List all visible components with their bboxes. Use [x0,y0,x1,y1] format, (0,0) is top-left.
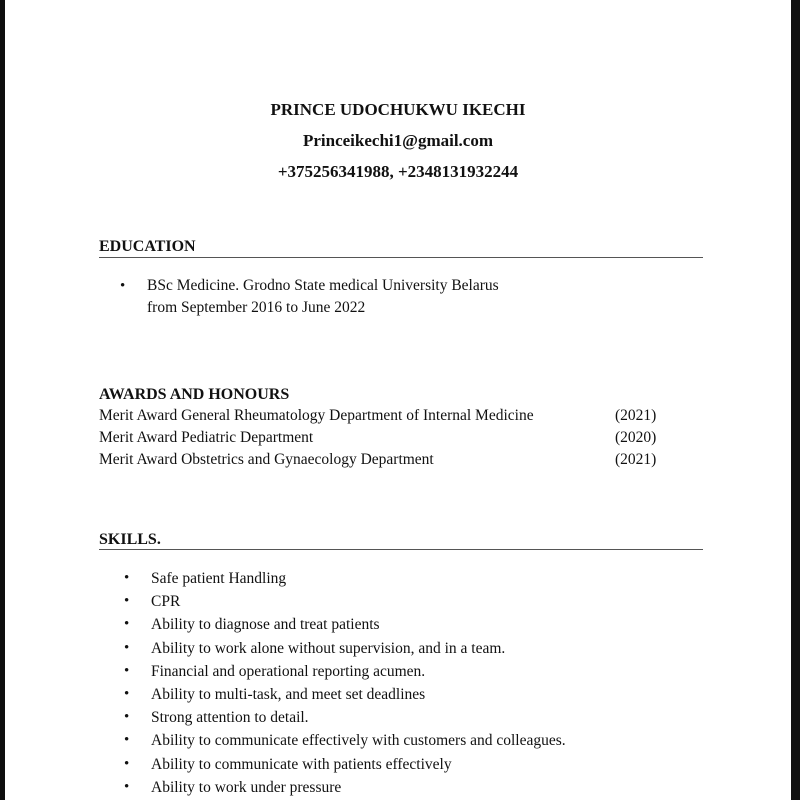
skills-divider [99,549,703,550]
skill-item [124,683,566,706]
education-dates: from September 2016 to June 2022 [147,299,366,316]
skill-item [124,637,566,660]
award-row [99,449,679,471]
skill-text: Ability to communicate with patients effectively [151,755,452,773]
education-divider [99,257,703,258]
bullet-icon: • [124,639,130,656]
education-degree: BSc Medicine. Grodno State medical University Belarus [147,277,499,294]
award-name: Merit Award Obstetrics and Gynaecology Department [99,451,434,468]
bullet-icon: • [124,686,130,703]
resume-header [5,94,791,187]
award-year: (2020) [615,429,657,446]
skill-text: Ability to work under pressure [151,778,342,796]
skill-text: Safe patient Handling [151,570,287,587]
awards-list [99,405,679,471]
skill-item [124,753,566,776]
award-name: Merit Award General Rheumatology Department of Internal Medicine [99,407,534,424]
bullet-icon: • [124,593,130,610]
skill-item [124,660,566,683]
skill-text: Ability to diagnose and treat patients [151,616,380,634]
right-dark-edge [791,0,800,800]
skill-text: Strong attention to detail. [151,709,309,727]
education-list [120,275,499,319]
skills-heading: SKILLS. [99,531,161,548]
candidate-email: Princeikechi1@gmail.com [302,131,494,150]
skill-item [124,590,566,613]
education-item [120,275,499,319]
award-row [99,427,679,449]
candidate-name: PRINCE UDOCHUKWU IKECHI [270,100,526,119]
award-name: Merit Award Pediatric Department [99,429,314,446]
skill-text: Ability to communicate effectively with customers and colleagues. [151,732,566,750]
skill-item [124,567,566,590]
bullet-icon: • [124,732,130,749]
skill-item [124,729,566,752]
skill-item [124,776,566,799]
award-year: (2021) [615,451,657,468]
bullet-icon: • [124,709,130,726]
bullet-icon: • [124,778,130,795]
bullet-icon: • [124,662,130,679]
skill-item [124,706,566,729]
skill-text: Ability to multi-task, and meet set deadlines [151,686,426,704]
candidate-phone: +375256341988, +2348131932244 [277,162,519,181]
skills-list [124,567,566,799]
skill-text: CPR [151,593,181,611]
resume-page [5,0,791,800]
education-heading: EDUCATION [99,238,196,255]
award-row [99,405,679,427]
skill-text: Ability to work alone without supervision, and in a team. [151,639,506,657]
bullet-icon: • [120,278,126,294]
skill-item [124,613,566,636]
bullet-icon: • [124,616,130,633]
bullet-icon: • [124,755,130,772]
awards-heading: AWARDS AND HONOURS [99,386,290,403]
award-year: (2021) [615,407,657,424]
bullet-icon: • [124,570,130,586]
skill-text: Financial and operational reporting acumen. [151,662,426,680]
